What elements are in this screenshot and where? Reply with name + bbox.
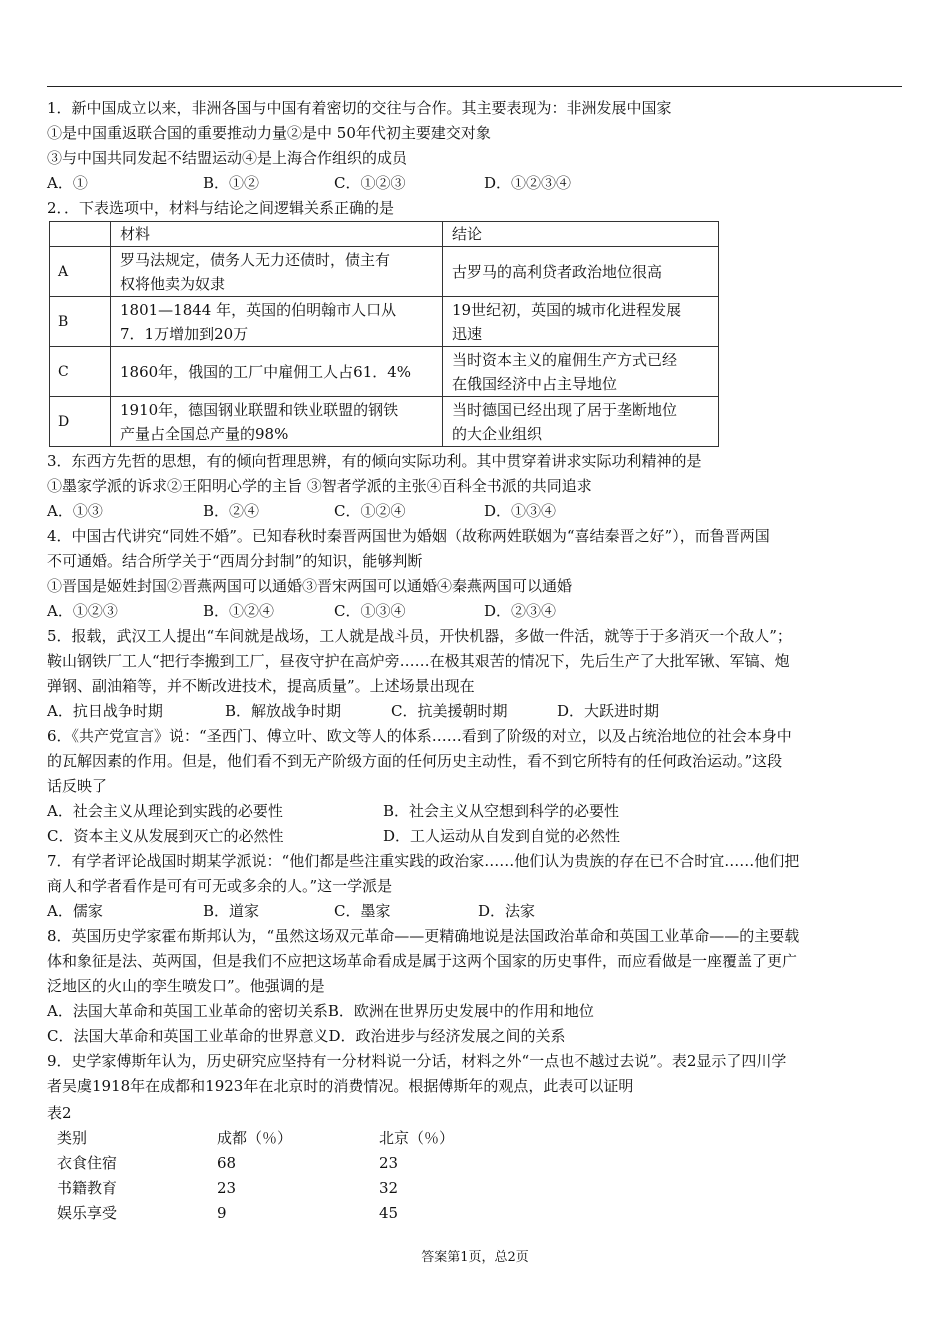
question-9-stem-continued: 者吴虞1918年在成都和1923年在北京时的消费情况。根据傅斯年的观点，此表可以证明 <box>47 1077 634 1095</box>
option-c[interactable]: C．①②③ <box>334 174 406 192</box>
question-1-options <box>47 171 907 196</box>
question-3-stem: 3．东西方先哲的思想，有的倾向哲理思辨，有的倾向实际功利。其中贯穿着讲求实际功利精神的是 <box>47 452 702 470</box>
question-8 <box>47 924 907 1049</box>
option-b[interactable]: B．①② <box>203 174 260 192</box>
option-b[interactable]: B．②④ <box>203 502 260 520</box>
option-d[interactable]: D．工人运动从自发到自觉的必然性 <box>383 827 621 845</box>
table-header-cell: 材料 <box>111 222 443 247</box>
option-c[interactable]: C．法国大革命和英国工业革命的世界意义 <box>47 1027 329 1045</box>
conclusion-cell <box>443 297 719 347</box>
conclusion-cell <box>443 247 719 297</box>
question-8-options <box>47 999 907 1024</box>
option-c[interactable]: C．①②④ <box>334 502 406 520</box>
option-b[interactable]: B．欧洲在世界历史发展中的作用和地位 <box>327 1002 594 1020</box>
row-key: A <box>50 247 111 297</box>
option-d[interactable]: D．②③④ <box>484 602 557 620</box>
option-d[interactable]: D．政治进步与经济发展之间的关系 <box>328 1027 566 1045</box>
table-2-title: 表2 <box>47 1104 72 1122</box>
question-4-stem: 4．中国古代讲究“同姓不婚”。已知春秋时秦晋两国世为婚姻（故称两姓联姻为“喜结秦晋之好”），而鲁晋两国 <box>47 527 770 545</box>
cell-line: 7．1万增加到20万 <box>120 324 249 343</box>
table-cell: 23 <box>217 1179 237 1197</box>
cell-line: 当时德国已经出现了居于垄断地位 <box>452 400 678 419</box>
cell-line: 在俄国经济中占主导地位 <box>452 374 618 393</box>
question-6-stem-continued: 话反映了 <box>47 777 108 795</box>
cell-line: 1801—1844 年，英国的伯明翰市人口从 <box>120 300 397 319</box>
question-9-stem: 9．史学家傅斯年认为，历史研究应坚持有一分材料说一分话，材料之外“一点也不越过去说”。表2显示了四川学 <box>47 1052 787 1070</box>
option-c[interactable]: C．资本主义从发展到灭亡的必然性 <box>47 827 284 845</box>
question-2-stem: 2．．下表选项中，材料与结论之间逻辑关系正确的是 <box>47 199 395 217</box>
question-2 <box>47 196 907 447</box>
cell-line: 的大企业组织 <box>452 424 543 443</box>
row-key: B <box>50 297 111 347</box>
question-4-statements: ①晋国是姬姓封国②晋燕两国可以通婚③晋宋两国可以通婚④秦燕两国可以通婚 <box>47 577 573 595</box>
option-c[interactable]: C．墨家 <box>334 902 391 920</box>
table-header-cell: 北京（％） <box>379 1129 455 1147</box>
table-row <box>50 347 719 397</box>
option-d[interactable]: D．①③④ <box>484 502 557 520</box>
header-rule <box>47 86 902 87</box>
consumption-table <box>57 1126 454 1226</box>
option-a[interactable]: A．儒家 <box>47 902 103 920</box>
question-7-stem-continued: 商人和学者看作是可有可无或多余的人。”这一学派是 <box>47 877 393 895</box>
table-row <box>57 1176 454 1201</box>
table-header-row <box>57 1126 454 1151</box>
question-6 <box>47 724 907 849</box>
question-3 <box>47 449 907 524</box>
question-1 <box>47 96 907 196</box>
option-a[interactable]: A．①③ <box>47 502 103 520</box>
table-cell: 32 <box>379 1179 399 1197</box>
option-a[interactable]: A．法国大革命和英国工业革命的密切关系 <box>47 1002 328 1020</box>
option-c[interactable]: C．①③④ <box>334 602 406 620</box>
question-6-stem: 6．《共产党宣言》说：“圣西门、傅立叶、欧文等人的体系……看到了阶级的对立，以及占统治地位的社会本身中 <box>47 727 792 745</box>
table-cell: 娱乐享受 <box>57 1204 118 1222</box>
material-cell <box>111 297 443 347</box>
cell-line: 权将他卖为奴隶 <box>120 274 226 293</box>
cell-line: 迅速 <box>452 324 483 343</box>
cell-line: 19世纪初，英国的城市化进程发展 <box>452 300 682 319</box>
question-7 <box>47 849 907 924</box>
question-9 <box>47 1049 907 1226</box>
table-cell: 9 <box>217 1204 227 1222</box>
question-4 <box>47 524 907 624</box>
question-8-stem-continued: 体和象征是法、英两国，但是我们不应把这场革命看成是属于这两个国家的历史事件，而应看做是一座覆盖了更广 <box>47 952 798 970</box>
option-d[interactable]: D．①②③④ <box>484 174 572 192</box>
table-row <box>50 397 719 447</box>
cell-line: 1860年，俄国的工厂中雇佣工人占61．4% <box>120 362 412 381</box>
question-2-table <box>49 221 719 447</box>
question-7-stem: 7．有学者评论战国时期某学派说：“他们都是些注重实践的政治家……他们认为贵族的存在已不合时宜……他们把 <box>47 852 800 870</box>
question-4-options <box>47 599 907 624</box>
table-row <box>50 297 719 347</box>
question-8-stem: 8．英国历史学家霍布斯邦认为，“虽然这场双元革命——更精确地说是法国政治革命和英国工业革命——的主要载 <box>47 927 800 945</box>
question-6-options <box>47 799 907 824</box>
option-d[interactable]: D．法家 <box>478 902 536 920</box>
question-sheet <box>47 96 907 1226</box>
option-d[interactable]: D．大跃进时期 <box>557 702 660 720</box>
material-cell <box>111 397 443 447</box>
cell-line: 产量占全国总产量的98% <box>120 424 289 443</box>
page-footer: 答案第1页，总2页 <box>421 1250 529 1265</box>
table-header-cell <box>50 222 111 247</box>
question-7-options <box>47 899 907 924</box>
option-c[interactable]: C．抗美援朝时期 <box>391 702 508 720</box>
question-3-statements: ①墨家学派的诉求②王阳明心学的主旨 ③智者学派的主张④百科全书派的共同追求 <box>47 477 592 495</box>
question-6-options <box>47 824 907 849</box>
question-1-statements: ③与中国共同发起不结盟运动④是上海合作组织的成员 <box>47 149 408 167</box>
option-b[interactable]: B．道家 <box>203 902 260 920</box>
table-row <box>57 1151 454 1176</box>
cell-line: 1910年，德国钢业联盟和铁业联盟的钢铁 <box>120 400 399 419</box>
conclusion-cell <box>443 397 719 447</box>
row-key: C <box>50 347 111 397</box>
conclusion-cell <box>443 347 719 397</box>
table-row <box>50 247 719 297</box>
table-cell: 45 <box>379 1204 399 1222</box>
row-key: D <box>50 397 111 447</box>
table-cell: 衣食住宿 <box>57 1154 118 1172</box>
option-a[interactable]: A．抗日战争时期 <box>47 702 163 720</box>
question-5-options <box>47 699 907 724</box>
question-1-statements: ①是中国重返联合国的重要推动力量②是中 50年代初主要建交对象 <box>47 124 491 142</box>
question-5-stem-continued: 鞍山钢铁厂工人“把行李搬到工厂，昼夜守护在高炉旁……在极其艰苦的情况下，先后生产了大批军锹、军镐、炮 <box>47 652 790 670</box>
option-b[interactable]: B．社会主义从空想到科学的必要性 <box>383 802 620 820</box>
question-6-stem-continued: 的瓦解因素的作用。但是，他们看不到无产阶级方面的任何历史主动性，看不到它所特有的任何政治运动。”这段 <box>47 752 783 770</box>
question-5-stem-continued: 弹钢、副油箱等，并不断改进技术，提高质量”。上述场景出现在 <box>47 677 475 695</box>
cell-line: 古罗马的高利贷者政治地位很高 <box>452 262 663 281</box>
cell-line: 罗马法规定，债务人无力还债时，债主有 <box>120 250 391 269</box>
question-1-stem: 1．新中国成立以来，非洲各国与中国有着密切的交往与合作。其主要表现为：非洲发展中国家 <box>47 99 672 117</box>
cell-line: 当时资本主义的雇佣生产方式已经 <box>452 350 678 369</box>
table-row <box>57 1201 454 1226</box>
material-cell <box>111 347 443 397</box>
question-8-options <box>47 1024 907 1049</box>
table-cell: 书籍教育 <box>57 1179 118 1197</box>
table-cell: 23 <box>379 1154 399 1172</box>
option-a[interactable]: A．社会主义从理论到实践的必要性 <box>47 802 283 820</box>
option-a[interactable]: A．① <box>47 174 88 192</box>
option-a[interactable]: A．①②③ <box>47 602 118 620</box>
question-4-stem-continued: 不可通婚。结合所学关于“西周分封制”的知识，能够判断 <box>47 552 423 570</box>
option-b[interactable]: B．解放战争时期 <box>225 702 342 720</box>
material-cell <box>111 247 443 297</box>
table-header-cell: 结论 <box>443 222 719 247</box>
question-5-stem: 5．报载，武汉工人提出“车间就是战场，工人就是战斗员，开快机器，多做一件活，就等于于多消灭一个敌人”； <box>47 627 792 645</box>
table-header-cell: 类别 <box>57 1129 88 1147</box>
table-header-cell: 成都（％） <box>217 1129 293 1147</box>
option-b[interactable]: B．①②④ <box>203 602 275 620</box>
question-3-options <box>47 499 907 524</box>
question-8-stem-continued: 泛地区的火山的孪生喷发口”。他强调的是 <box>47 977 325 995</box>
table-header-row <box>50 222 719 247</box>
table-cell: 68 <box>217 1154 237 1172</box>
question-5 <box>47 624 907 724</box>
